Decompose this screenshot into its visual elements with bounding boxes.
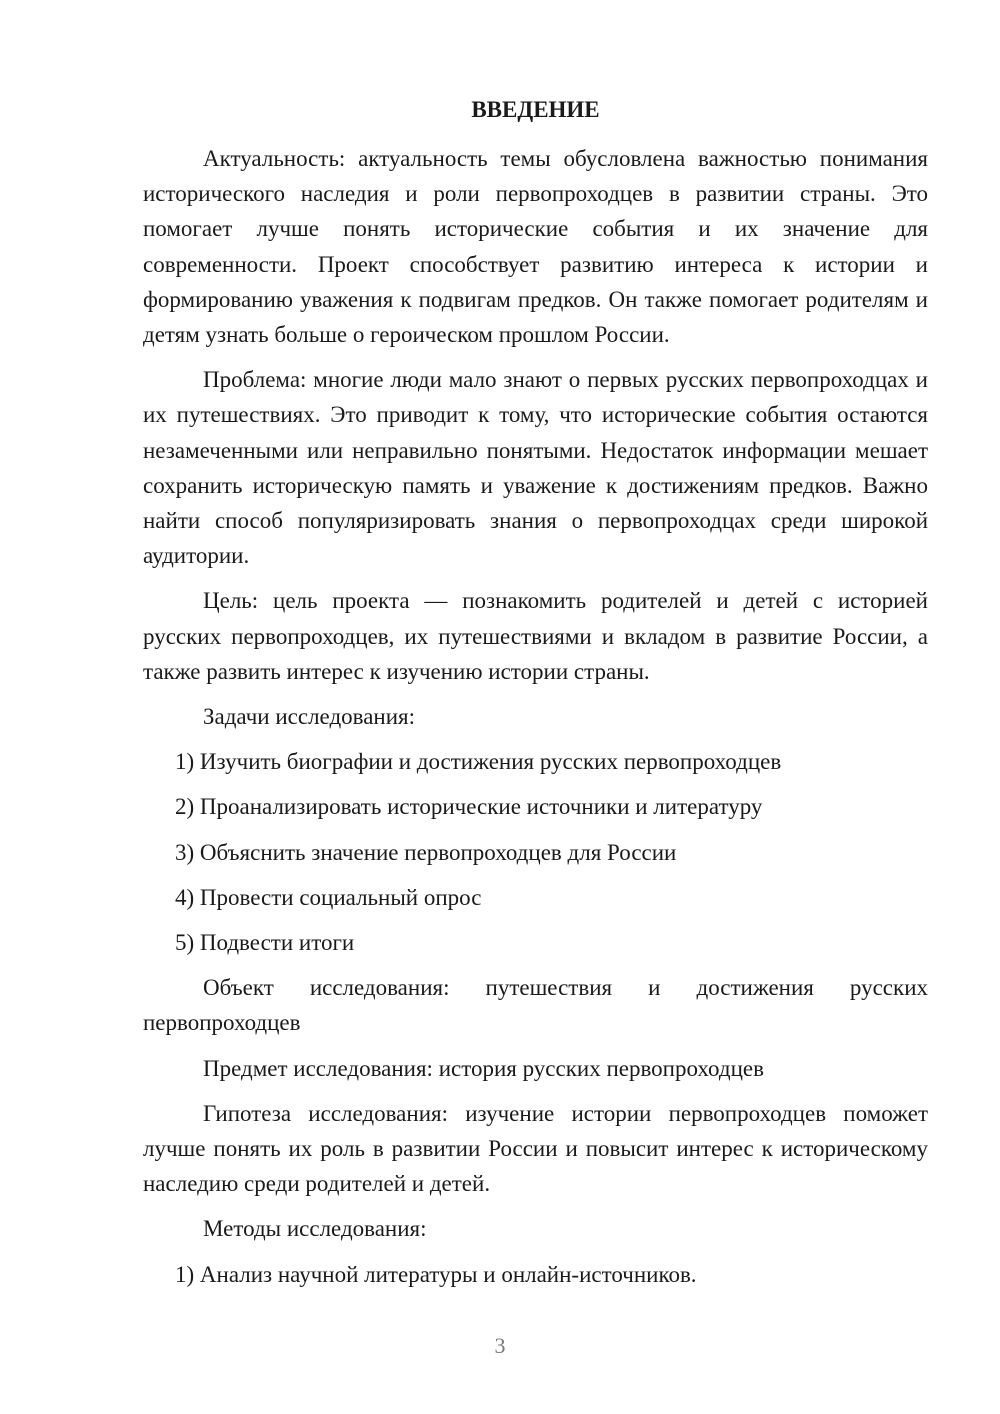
subject-paragraph: Предмет исследования: история русских первопроходцев — [203, 1055, 764, 1081]
section-title: ВВЕДЕНИЕ — [471, 97, 600, 122]
page-number: 3 — [494, 1333, 506, 1358]
problem-paragraph: Проблема: многие люди мало знают о первых русских первопроходцах и их путешествиях. Это приводит к тому, что исторические события остаются незамеченными или неправильно понятыми. Недостаток информации мешает сохранить историческую память и уважение к достижениям предков. Важно найти способ популяризировать знания о первопроходцах среди широкой аудитории. — [143, 367, 928, 569]
hypothesis-paragraph: Гипотеза исследования: изучение истории первопроходцев поможет лучше понять их роль в развитии России и повысит интерес к историческому наследию среди родителей и детей. — [143, 1100, 928, 1197]
methods-heading: Методы исследования: — [203, 1216, 427, 1242]
goal-paragraph: Цель: цель проекта — познакомить родителей и детей с историей русских первопроходцев, их путешествиями и вкладом в развитие России, а также развить интерес к изучению истории страны. — [143, 588, 928, 684]
method-item-1: 1) Анализ научной литературы и онлайн-источников. — [175, 1261, 697, 1287]
tasks-heading: Задачи исследования: — [203, 704, 416, 730]
task-item-3: 3) Объяснить значение первопроходцев для России — [175, 839, 677, 865]
task-item-1: 1) Изучить биографии и достижения русских первопроходцев — [175, 749, 782, 775]
relevance-paragraph: Актуальность: актуальность темы обусловлена важностью понимания исторического наследия и роли первопроходцев в развитии страны. Это помогает лучше понять исторические события и их значение для современности. Проект способствует развитию интереса к истории и формированию уважения к подвигам предков. Он также помогает родителям и детям узнать больше о героическом прошлом России. — [143, 146, 928, 348]
task-item-4: 4) Провести социальный опрос — [175, 884, 482, 910]
task-item-5: 5) Подвести итоги — [175, 930, 355, 956]
object-paragraph: Объект исследования: путешествия и достижения русских первопроходцев — [143, 975, 928, 1036]
task-item-2: 2) Проанализировать исторические источники и литературу — [175, 794, 763, 820]
document-page — [143, 92, 928, 1302]
